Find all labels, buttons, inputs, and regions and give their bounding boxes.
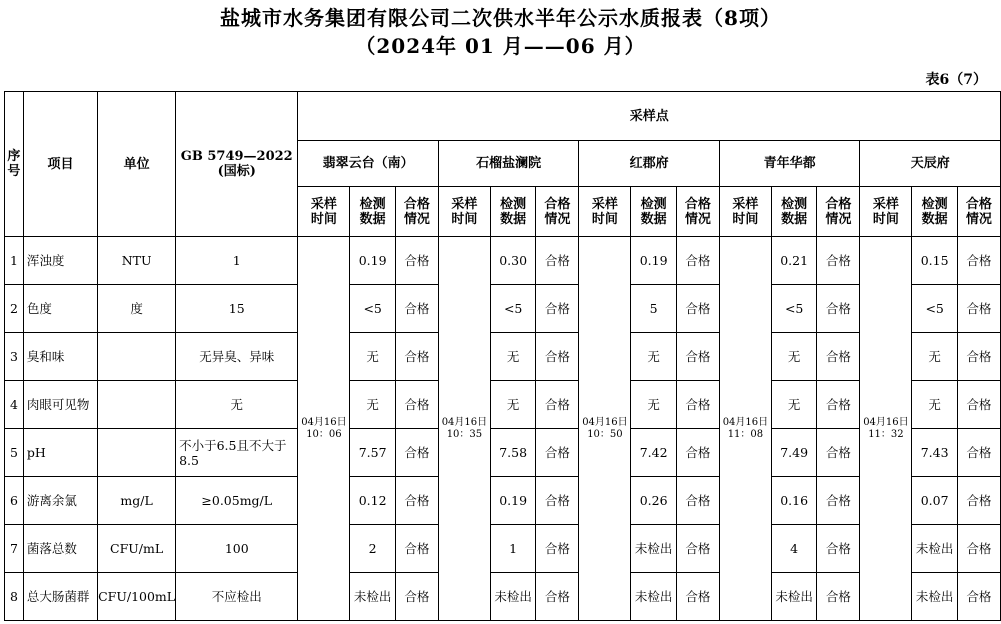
header-status: 合格 情况	[817, 187, 860, 237]
test-value: 0.21	[771, 237, 816, 285]
test-value: 0.07	[912, 477, 957, 525]
test-value: 未检出	[350, 573, 395, 621]
row-number: 2	[5, 285, 24, 333]
site-name: 翡翠云台（南）	[298, 141, 439, 187]
pass-status: 合格	[817, 573, 860, 621]
table-row	[5, 573, 1001, 621]
row-item: 浑浊度	[23, 237, 97, 285]
pass-status: 合格	[817, 381, 860, 429]
site-name: 青年华都	[719, 141, 860, 187]
header-sample-time: 采样 时间	[719, 187, 771, 237]
row-item: 总大肠菌群	[23, 573, 97, 621]
test-value: <5	[350, 285, 395, 333]
row-item: pH	[23, 429, 97, 477]
test-value: 未检出	[631, 525, 676, 573]
row-standard: 无	[176, 381, 298, 429]
pass-status: 合格	[676, 381, 719, 429]
site-name: 天辰府	[860, 141, 1001, 187]
pass-status: 合格	[536, 333, 579, 381]
test-value: 未检出	[771, 573, 816, 621]
header-status: 合格 情况	[957, 187, 1000, 237]
pass-status: 合格	[817, 333, 860, 381]
header-sampling-points: 采样点	[298, 92, 1001, 141]
header-status: 合格 情况	[395, 187, 438, 237]
test-value: 无	[631, 333, 676, 381]
row-unit: 度	[98, 285, 176, 333]
row-standard: 不小于6.5且不大于8.5	[176, 429, 298, 477]
sample-time: 04月16日 11：08	[719, 237, 771, 621]
row-standard: 15	[176, 285, 298, 333]
row-standard: 不应检出	[176, 573, 298, 621]
pass-status: 合格	[817, 429, 860, 477]
pass-status: 合格	[395, 237, 438, 285]
pass-status: 合格	[957, 477, 1000, 525]
test-value: <5	[771, 285, 816, 333]
table-row	[5, 333, 1001, 381]
row-unit: CFU/100mL	[98, 573, 176, 621]
test-value: 4	[771, 525, 816, 573]
header-item: 项目	[23, 92, 97, 237]
row-number: 7	[5, 525, 24, 573]
header-test-data: 检测 数据	[350, 187, 395, 237]
header-status: 合格 情况	[676, 187, 719, 237]
pass-status: 合格	[957, 285, 1000, 333]
water-quality-table	[4, 91, 1001, 621]
header-test-data: 检测 数据	[490, 187, 535, 237]
test-value: 无	[490, 381, 535, 429]
test-value: 未检出	[912, 525, 957, 573]
test-value: 无	[771, 333, 816, 381]
test-value: 7.49	[771, 429, 816, 477]
sample-time: 04月16日 10：06	[298, 237, 350, 621]
pass-status: 合格	[957, 333, 1000, 381]
pass-status: 合格	[395, 477, 438, 525]
sample-time: 04月16日 10：35	[438, 237, 490, 621]
row-item: 肉眼可见物	[23, 381, 97, 429]
pass-status: 合格	[817, 285, 860, 333]
pass-status: 合格	[957, 381, 1000, 429]
header-unit: 单位	[98, 92, 176, 237]
pass-status: 合格	[395, 573, 438, 621]
test-value: 7.43	[912, 429, 957, 477]
pass-status: 合格	[536, 381, 579, 429]
row-unit	[98, 429, 176, 477]
header-sample-time: 采样 时间	[438, 187, 490, 237]
row-item: 臭和味	[23, 333, 97, 381]
row-standard: ≥0.05mg/L	[176, 477, 298, 525]
table-row	[5, 477, 1001, 525]
sample-time: 04月16日 11：32	[860, 237, 912, 621]
sample-time: 04月16日 10：50	[579, 237, 631, 621]
row-number: 4	[5, 381, 24, 429]
pass-status: 合格	[395, 285, 438, 333]
row-unit: CFU/mL	[98, 525, 176, 573]
pass-status: 合格	[676, 237, 719, 285]
test-value: 未检出	[631, 573, 676, 621]
row-number: 5	[5, 429, 24, 477]
test-value: 0.16	[771, 477, 816, 525]
test-value: 2	[350, 525, 395, 573]
pass-status: 合格	[536, 237, 579, 285]
header-test-data: 检测 数据	[912, 187, 957, 237]
table-row	[5, 285, 1001, 333]
test-value: 无	[350, 381, 395, 429]
table-row	[5, 381, 1001, 429]
pass-status: 合格	[676, 477, 719, 525]
pass-status: 合格	[676, 573, 719, 621]
header-test-data: 检测 数据	[631, 187, 676, 237]
test-value: 未检出	[912, 573, 957, 621]
test-value: 无	[912, 333, 957, 381]
row-standard: 100	[176, 525, 298, 573]
test-value: 无	[350, 333, 395, 381]
header-sample-time: 采样 时间	[298, 187, 350, 237]
report-period: （2024年 01 月——06 月）	[355, 34, 646, 58]
pass-status: 合格	[395, 381, 438, 429]
pass-status: 合格	[676, 525, 719, 573]
pass-status: 合格	[957, 573, 1000, 621]
site-name: 红郡府	[579, 141, 720, 187]
test-value: 0.19	[490, 477, 535, 525]
pass-status: 合格	[536, 573, 579, 621]
row-item: 色度	[23, 285, 97, 333]
test-value: 7.58	[490, 429, 535, 477]
test-value: 未检出	[490, 573, 535, 621]
table-row	[5, 429, 1001, 477]
table-row	[5, 237, 1001, 285]
pass-status: 合格	[536, 477, 579, 525]
row-standard: 1	[176, 237, 298, 285]
test-value: 7.57	[350, 429, 395, 477]
header-test-data: 检测 数据	[771, 187, 816, 237]
row-unit	[98, 381, 176, 429]
pass-status: 合格	[957, 237, 1000, 285]
pass-status: 合格	[957, 525, 1000, 573]
row-item: 游离余氯	[23, 477, 97, 525]
row-unit: NTU	[98, 237, 176, 285]
pass-status: 合格	[676, 333, 719, 381]
header-status: 合格 情况	[536, 187, 579, 237]
test-value: 1	[490, 525, 535, 573]
row-number: 1	[5, 237, 24, 285]
test-value: 0.19	[350, 237, 395, 285]
pass-status: 合格	[957, 429, 1000, 477]
test-value: 0.19	[631, 237, 676, 285]
row-number: 3	[5, 333, 24, 381]
pass-status: 合格	[817, 525, 860, 573]
header-standard: GB 5749—2022 (国标)	[176, 92, 298, 237]
table-number: 表6（7）	[925, 72, 987, 88]
site-name: 石榴盐澜院	[438, 141, 579, 187]
pass-status: 合格	[395, 525, 438, 573]
header-seq: 序号	[5, 92, 24, 237]
test-value: 0.26	[631, 477, 676, 525]
test-value: 7.42	[631, 429, 676, 477]
test-value: <5	[490, 285, 535, 333]
test-value: 无	[631, 381, 676, 429]
test-value: 0.15	[912, 237, 957, 285]
pass-status: 合格	[817, 477, 860, 525]
table-row	[5, 525, 1001, 573]
pass-status: 合格	[536, 429, 579, 477]
test-value: 无	[771, 381, 816, 429]
row-standard: 无异臭、异味	[176, 333, 298, 381]
test-value: 无	[912, 381, 957, 429]
pass-status: 合格	[395, 333, 438, 381]
pass-status: 合格	[536, 285, 579, 333]
test-value: 0.12	[350, 477, 395, 525]
pass-status: 合格	[395, 429, 438, 477]
row-number: 6	[5, 477, 24, 525]
test-value: 0.30	[490, 237, 535, 285]
row-unit	[98, 333, 176, 381]
pass-status: 合格	[817, 237, 860, 285]
report-title: 盐城市水务集团有限公司二次供水半年公示水质报表（8项）	[220, 6, 781, 30]
test-value: <5	[912, 285, 957, 333]
row-number: 8	[5, 573, 24, 621]
row-unit: mg/L	[98, 477, 176, 525]
header-sample-time: 采样 时间	[860, 187, 912, 237]
test-value: 5	[631, 285, 676, 333]
test-value: 无	[490, 333, 535, 381]
row-item: 菌落总数	[23, 525, 97, 573]
header-sample-time: 采样 时间	[579, 187, 631, 237]
pass-status: 合格	[676, 285, 719, 333]
pass-status: 合格	[536, 525, 579, 573]
pass-status: 合格	[676, 429, 719, 477]
